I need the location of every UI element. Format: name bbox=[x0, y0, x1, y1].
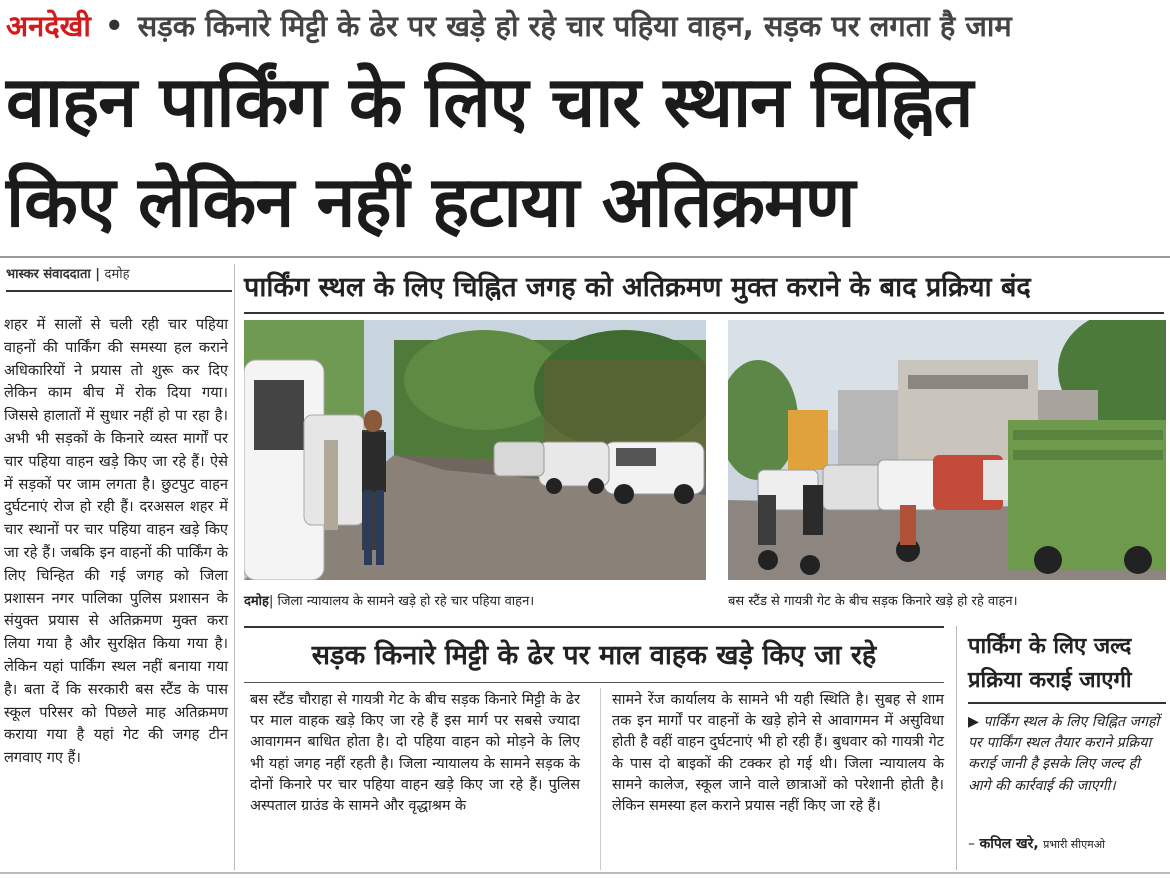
photo-court-parking bbox=[244, 320, 706, 580]
divider bbox=[0, 256, 1170, 258]
photo-caption-1-divider: | bbox=[268, 594, 274, 609]
divider bbox=[244, 626, 944, 628]
photo-caption-1 bbox=[244, 592, 534, 612]
sidebar-quote bbox=[968, 712, 1166, 797]
section-column-2: सामने रेंज कार्यालय के सामने भी यही स्थिति है। सुबह से शाम तक इन मार्गों पर वाहनों के खड़े होने से आवागमन में असुविधा होती है वहीं वाहन दुर्घटनाएं भी हो रही हैं। बुधवार को गायत्री गेट के पास दो बाइकों की टक्कर हो गई थी। जिला न्यायालय के सामने कालेज, स्कूल जाने वाले छात्राओं को परेशानी होती है। लेकिन समस्या हल कराने प्रयास नहीं किए जा रहे हैं। bbox=[612, 692, 944, 815]
column-divider bbox=[600, 688, 601, 870]
sidebar-title: पार्किंग के लिए जल्द प्रक्रिया कराई जाएगी bbox=[968, 634, 1132, 693]
quote-mark-icon: ▶ bbox=[968, 714, 979, 730]
subhead: पार्किंग स्थल के लिए चिह्नित जगह को अतिक्रमण मुक्त कराने के बाद प्रक्रिया बंद bbox=[244, 272, 1031, 303]
divider bbox=[6, 290, 232, 292]
kicker-bullet: • bbox=[105, 9, 124, 43]
column-divider bbox=[234, 264, 235, 870]
signature-name: कपिल खरे, bbox=[979, 836, 1039, 852]
divider bbox=[244, 682, 944, 683]
photo-court-parking-illustration bbox=[244, 320, 706, 580]
divider bbox=[244, 312, 1164, 314]
left-column-text: शहर में सालों से चली रही चार पहिया वाहनों की पार्किंग की समस्या हल कराने अधिकारियों ने प्रयास तो शुरू कर दिए लेकिन काम बीच में रोक दिया गया। जिससे हालातों में सुधार नहीं हो पा रहा है। अभी भी सड़कों के किनारे व्यस्त मार्गों पर चार पहिया वाहन खड़े किए जा रहे हैं। ऐसे में सड़कों पर जाम लगता है। छुटपुट वाहन दुर्घटनाएं रोज हो रही हैं। दरअसल शहर में चार स्थानों पर चार पहिया वाहन खड़े किए जा रहे हैं। जबकि इन वाहनों की पार्किंग के लिए चिन्हित की गई जगह को जिला प्रशासन नगर पालिका पुलिस प्रशासन के संयुक्त प्रयास से अतिक्रमण मुक्त करा लिया गया है और सुरक्षित किया गया है। लेकिन यहां पार्किंग स्थल नहीं बनाया गया है। बता दें कि सरकारी बस स्टैंड के पास स्कूल परिसर को पिछले माह अतिक्रमण कराया गया है यहां गेट की जगह टीन लगवाए गए हैं। bbox=[4, 316, 228, 767]
kicker-tag: अनदेखी bbox=[6, 9, 91, 43]
signature-dash: – bbox=[968, 836, 975, 852]
headline-line-2: किए लेकिन नहीं हटाया अतिक्रमण bbox=[6, 161, 855, 243]
byline-place: दमोह bbox=[104, 267, 130, 282]
sidebar-signature bbox=[968, 834, 1168, 853]
photo-bus-stand-road-illustration bbox=[728, 320, 1166, 580]
byline-divider: | bbox=[95, 267, 101, 282]
column-divider bbox=[956, 626, 957, 870]
kicker-text: सड़क किनारे मिट्टी के ढेर पर खड़े हो रहे चार पहिया वाहन, सड़क पर लगता है जाम bbox=[137, 9, 1012, 43]
divider bbox=[0, 872, 1170, 874]
sidebar-quote-text: पार्किंग स्थल के लिए चिह्नित जगहों पर पार्किंग स्थल तैयार कराने प्रक्रिया कराई जानी है इसके लिए जल्द ही आगे की कार्रवाई की जाएगी। bbox=[968, 714, 1160, 794]
photo-caption-1-text: जिला न्यायालय के सामने खड़े हो रहे चार पहिया वाहन। bbox=[277, 594, 535, 609]
section-title: सड़क किनारे मिट्टी के ढेर पर माल वाहक खड़े किए जा रहे bbox=[311, 640, 877, 671]
section-column-1: बस स्टैंड चौराहा से गायत्री गेट के बीच सड़क किनारे मिट्टी के ढेर पर माल वाहक खड़े किए जा रहे हैं इस मार्ग पर सबसे ज्यादा आवागमन बाधित होता है। दो पहिया वाहन को मोड़ने के लिए भी यहां जगह नहीं रहती है। जिला न्यायालय के सामने सड़क के दोनों किनारे पर चार पहिया वाहन खड़े किए जा रहे हैं। पुलिस अस्पताल ग्राउंड के सामने और वृद्धाश्रम के bbox=[250, 692, 580, 815]
divider bbox=[968, 702, 1166, 704]
byline bbox=[6, 264, 232, 282]
signature-role: प्रभारी सीएमओ bbox=[1043, 838, 1105, 851]
photo-caption-1-place: दमोह bbox=[244, 594, 269, 609]
photo-caption-2: बस स्टैंड से गायत्री गेट के बीच सड़क किनारे खड़े हो रहे वाहन। bbox=[728, 594, 1018, 609]
photo-bus-stand-road bbox=[728, 320, 1166, 580]
byline-reporter: भास्कर संवाददाता bbox=[6, 267, 91, 282]
kicker bbox=[6, 4, 1166, 48]
headline-line-1: वाहन पार्किंग के लिए चार स्थान चिह्नित bbox=[6, 61, 973, 143]
